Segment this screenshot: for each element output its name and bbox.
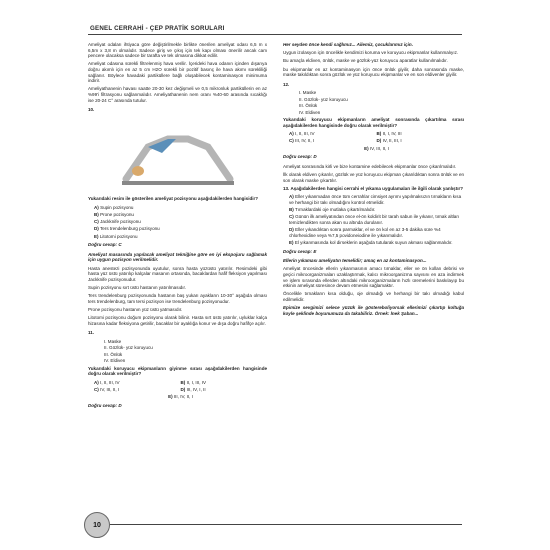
paragraph: Bu amaçla eldiven, önlük, maske ve gözlük-yüz koruyucu aparatlar kullanılmalıdır. bbox=[283, 58, 448, 64]
option: A) I, II, III, IV bbox=[289, 131, 315, 137]
option: B) Prone pozisyonu bbox=[94, 212, 134, 218]
question-stem: Yukarıdaki resim ile gösterilen ameliyat pozisyonu aşağıdakilerden hangisidir? bbox=[88, 196, 259, 202]
option: D) III, IV, I, II bbox=[180, 387, 206, 393]
option: D) Eller yıkandıktan sonra parmaklar, el ve ön kol en az 3-5 dakika süre %4 chlorhexidine veya %7,5 povidoneiodine ile yıkanmalıdır. bbox=[289, 227, 441, 238]
paragraph: Ameliyathanenin havası saatte 20-30 kez değişmeli ve 0,5 mikronluk partiküllerin en az %99'i filtrasyonu sağlanmalıdır. Ameliyathanenin nem oranı %40-60 arasında sıcaklığı ise 20-24 C° arasında tutulur. bbox=[88, 86, 267, 103]
list-item: III. Önlük bbox=[299, 103, 318, 109]
header-title: GENEL CERRAHİ - ÇEP PRATİK SORULARI bbox=[90, 25, 225, 32]
footer-divider bbox=[110, 524, 462, 525]
options-grid bbox=[94, 380, 267, 400]
question-stem: Yukarıdaki koruyucu ekipmanların ameliyat sonrasında çıkartılma sırası aşağıdakilerden hangisinde doğru olarak verilmiştir? bbox=[283, 117, 464, 128]
answer: Doğru cevap: E bbox=[283, 248, 317, 254]
paragraph: Ameliyat odasına sürekli filtrelenmiş hava verilir. İçerideki hava odanın içinden dışarıya doğru akımlı için en az 5 cm H2O sürekli bir pozitif basınç ile hava akımı sürekliliği sağlanır. Böylece havadaki partiküllere bağlı oluşabilecek kontaminasyon minimuma indirir. bbox=[88, 61, 267, 84]
jackknife-position-illustration bbox=[118, 119, 238, 189]
option: E) III, IV, II, I bbox=[168, 394, 193, 400]
table bbox=[122, 181, 234, 185]
question-number: 12. bbox=[283, 81, 290, 87]
option: C) III, IV, II, I bbox=[289, 138, 315, 144]
answer: Doğru cevap: D bbox=[88, 402, 122, 408]
answer: Doğru cevap: C bbox=[88, 242, 122, 248]
figure-head bbox=[132, 166, 144, 176]
option: B) II, I, IV, III bbox=[376, 131, 402, 137]
question-number: 11. bbox=[88, 330, 95, 336]
options-list bbox=[283, 194, 464, 245]
paragraph: Supin pozisyonu sırt üstü hastanın yatırılmasıdır. bbox=[88, 285, 187, 290]
right-column bbox=[283, 42, 464, 319]
paragraph: Her seyden önce kendi sağlımız... Ailemiz, çocuklarımız için. bbox=[283, 42, 413, 47]
page-number: 10 bbox=[93, 521, 101, 529]
page-number-badge bbox=[84, 512, 110, 538]
paragraph: İlk olarak eldiven çıkarılır, gözlük ve yüz koruyucu ekipman çıkarıldıktan sonra önlük ve en son olarak maske çıkartılır. bbox=[283, 172, 464, 183]
question-number: 10. bbox=[88, 107, 95, 113]
list-item: II. Gözlük- yüz koruyucu bbox=[104, 345, 153, 351]
paragraph: bu ekipmanlar en az kontaminasyon için önce önlük giyilir, daha sonrasında maske, maske takıldıktan sonra gözlük ve yüz koruyucu ekipmanlar ve en son eldivenler giyilir. bbox=[283, 66, 464, 78]
list-item: IV. Eldiven bbox=[299, 109, 321, 115]
option: C) IV, III, II, I bbox=[94, 387, 120, 393]
option: D) IV, II, III, I bbox=[376, 138, 402, 144]
option: D) Ters trendelenburg pozisyonu bbox=[94, 226, 160, 232]
option: A) I, II, III, IV bbox=[94, 379, 120, 385]
option: B) Tırnaklardaki oje mutlaka çıkartılmalıdır. bbox=[289, 207, 376, 213]
header-divider bbox=[88, 34, 462, 35]
left-column bbox=[88, 42, 267, 412]
paragraph: Ellerin yıkaması ameliyatın temelidir; amaç en az kontaminasyon... bbox=[283, 258, 427, 264]
paragraph: Ameliyat öncesinde ellerin yıkanmasının amacı tırnaklar, eller ve ön kollan debrisi ve geçici mikroorganizmaları uzaklaştırmak, kalıcı mikroorganizma sayısını en aza indirmek ve işlem sırasında ellerden altındaki mikroorganizmaların hızlı üremelerini baskılayıp bu etkinin ameliyat süresince devam etmesini sağlamaktır. bbox=[283, 266, 464, 289]
option: E) IV, III, II, I bbox=[364, 145, 389, 151]
options-list bbox=[88, 205, 267, 239]
roman-list bbox=[104, 339, 267, 364]
option: E) El yıkanmasında kol dirseklerin aşağıda tutularak suyun akması sağlanmalıdır. bbox=[289, 239, 453, 245]
list-item: I. Maske bbox=[104, 338, 122, 344]
option: E) Litotomi pozisyonu bbox=[94, 233, 138, 239]
question-stem: Yukarıdaki koruyucu ekipmanların giyinme sırası aşağıdakilerden hangisinde doğru olarak verilmiştir? bbox=[88, 365, 267, 377]
paragraph: Ameliyat odaları ihtiyaca göre değiştirilmekle birlikte önerilen ameliyat odası 6,5 m x 6,5m x 3,8 m olmalıdır. Sadece giriş ve çıkış için tek kapı olması önerilir ancak cam pencere olacaksa sadece bir tarafta ve tek olmasına dikkat edilir. bbox=[88, 42, 267, 59]
option: A) Supin pozisyonu bbox=[94, 204, 134, 210]
paragraph: Ameliyat masasında yapılacak ameliyat tekniğine göre en iyi ekspojuru sağlamak için uygun pozisyon verilmelidir. bbox=[88, 251, 267, 263]
answer: Doğru cevap: D bbox=[283, 154, 317, 160]
option: A) Eller yıkanmadan önce tüm cerrahlar cimsiyet ayrımı yapılmaksızın tırnakların kısa ve herhangi bir takı olmadığını kontrol etmelidir. bbox=[289, 194, 462, 206]
paragraph: Öncelikle tırnakların kısa olduğu, oje olmadığı ve herhangi bir takı olmadığı kabul edilmelidir. bbox=[283, 291, 464, 302]
question-stem: 13. Aşağıdakilerden hangisi cerrahi el yıkama uygulamaları ile ilgili olarak yanlıştır? bbox=[283, 185, 464, 191]
paragraph: Prone pozisyonu hastanın yüz üstü yatmasıdır. bbox=[88, 306, 183, 312]
page-header bbox=[0, 0, 550, 38]
paragraph: Ters trendelenburg pozisyonunda hastanın baş yukarı ayakların 10-30° aşağıda olması ters trendelenburg, tam tersi pozisyon ise trendelenburg pozisyonudur. bbox=[88, 293, 267, 304]
roman-list bbox=[299, 90, 464, 115]
paragraph: Epimize sevgimizi selece yüzük ile göstereboliyorsak ellerimizi çıkartıp koltuğa koyle şeklinde boyunumuza da takabiliriz. Örnek: İnek Şaban... bbox=[283, 305, 464, 316]
paragraph: Ameliyat sonrasında kirli ve bize kontamine edebilecek ekipmanlar önce çıkarılmalıdır. bbox=[283, 163, 457, 169]
list-item: III. Önlük bbox=[104, 351, 123, 357]
list-item: II. Gözlük- yüz koruyucu bbox=[299, 96, 348, 102]
option: C) Günün ilk ameliyatından önce el-ön koldirit bir tarah sabun ile yıkanır, tırnak altları temizlendikten sonra akan su altında durulanır. bbox=[289, 214, 460, 225]
paragraph: Litotomi pozisyonu doğum pozisyonu olarak bilinir. Hasta sırt üstü yatırılır, uyluklar kalça hizasına kadar fleksiyona getirilir, bacaklar bir ayaklığa konur ve dışa doğru hafifçe açılır. bbox=[88, 315, 267, 326]
paragraph: Hasta anestezi pozisyonunda uyutulur, sonra hasta yüzüstü yatırılır. Resimdeki gibi hasta yüz üstü yatırılıp kalçalar masanın ortasında, bacaklardan hafif fleksiyon yapılması Jackknife pozisyonudur. bbox=[88, 265, 267, 282]
option: B) II, I, III, IV bbox=[180, 379, 207, 385]
options-grid bbox=[289, 131, 464, 151]
option: C) Jackknife pozisyonu bbox=[94, 219, 141, 225]
list-item: IV. Eldiven bbox=[104, 358, 126, 364]
list-item: I. Maske bbox=[299, 90, 317, 96]
paragraph: Uygun izolasyon için öncelikle kendimizi koruma ve koruyucu ekipmanlar kullanmalıyız. bbox=[283, 50, 459, 56]
